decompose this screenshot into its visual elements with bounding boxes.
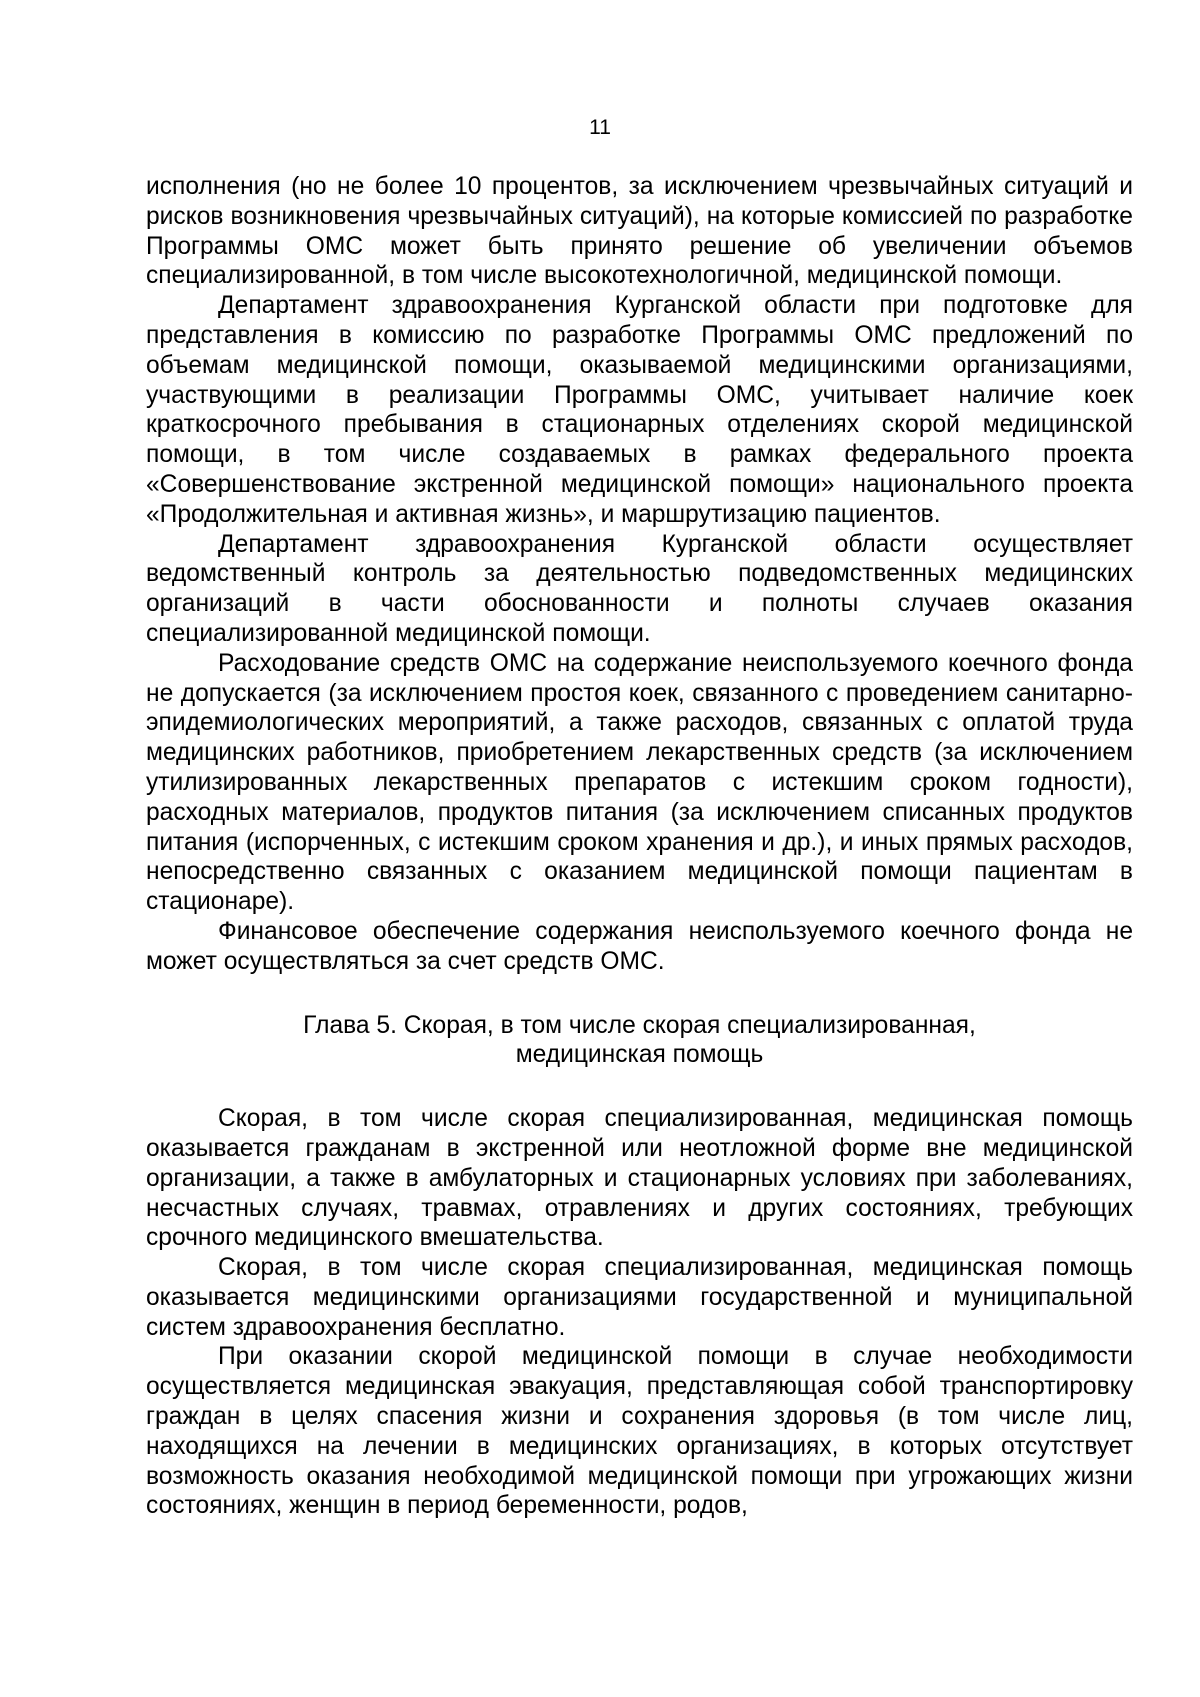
page-number: 11 bbox=[589, 116, 611, 139]
chapter-heading bbox=[146, 1011, 1133, 1071]
section-before-heading bbox=[146, 172, 1133, 977]
paragraph: Финансовое обеспечение содержания неиспользуемого коечного фонда не может осуществляться за счет средств ОМС. bbox=[146, 917, 1133, 975]
paragraph: При оказании скорой медицинской помощи в случае необходимости осуществляется медицинская эвакуация, представляющая собой транспортировку граждан в целях спасения жизни и сохранения здоровья (в том числе лиц, находящихся на лечении в медицинских организациях, в которых отсутствует возможность оказания необходимой медицинской помощи при угрожающих жизни состояниях, женщин в период беременности, родов, bbox=[146, 1343, 1133, 1520]
paragraph: Департамент здравоохранения Курганской области осуществляет ведомственный контроль за деятельностью подведомственных медицинских организаций в части обоснованности и полноты случаев оказания специализированной медицинской помощи. bbox=[146, 530, 1133, 647]
paragraph: исполнения (но не более 10 процентов, за исключением чрезвычайных ситуаций и рисков возникновения чрезвычайных ситуаций), на которые комиссией по разработке Программы ОМС может быть принято решение об увеличении объемов специализированной, в том числе высокотехнологичной, медицинской помощи. bbox=[146, 173, 1133, 290]
chapter-heading-line: Глава 5. Скорая, в том числе скорая специализированная, bbox=[303, 1011, 976, 1039]
chapter-heading-line: медицинская помощь bbox=[515, 1041, 764, 1069]
paragraph: Скорая, в том числе скорая специализированная, медицинская помощь оказывается медицинскими организациями государственной и муниципальной систем здравоохранения бесплатно. bbox=[146, 1254, 1133, 1341]
paragraph: Расходование средств ОМС на содержание неиспользуемого коечного фонда не допускается (за исключением простоя коек, связанного с проведением санитарно-эпидемиологических мероприятий, а также расходов, связанных с оплатой труда медицинских работников, приобретением лекарственных средств (за исключением утилизированных лекарственных препаратов с истекшим сроком годности), расходных материалов, продуктов питания (за исключением списанных продуктов питания (испорченных, с истекшим сроком хранения и др.), и иных прямых расходов, непосредственно связанных с оказанием медицинской помощи пациентам в стационаре). bbox=[146, 649, 1133, 916]
paragraph: Скорая, в том числе скорая специализированная, медицинская помощь оказывается гражданам в экстренной или неотложной форме вне медицинской организации, а также в амбулаторных и стационарных условиях при заболеваниях, несчастных случаях, травмах, отравлениях и других состояниях, требующих срочного медицинского вмешательства. bbox=[146, 1105, 1133, 1252]
document-body bbox=[146, 172, 1133, 1521]
section-after-heading bbox=[146, 1104, 1133, 1521]
paragraph: Департамент здравоохранения Курганской области при подготовке для представления в комиссию по разработке Программы ОМС предложений по объемам медицинской помощи, оказываемой медицинскими организациями, участвующими в реализации Программы ОМС, учитывает наличие коек краткосрочного пребывания в стационарных отделениях скорой медицинской помощи, в том числе создаваемых в рамках федерального проекта «Совершенствование экстренной медицинской помощи» национального проекта «Продолжительная и активная жизнь», и маршрутизацию пациентов. bbox=[146, 292, 1133, 528]
